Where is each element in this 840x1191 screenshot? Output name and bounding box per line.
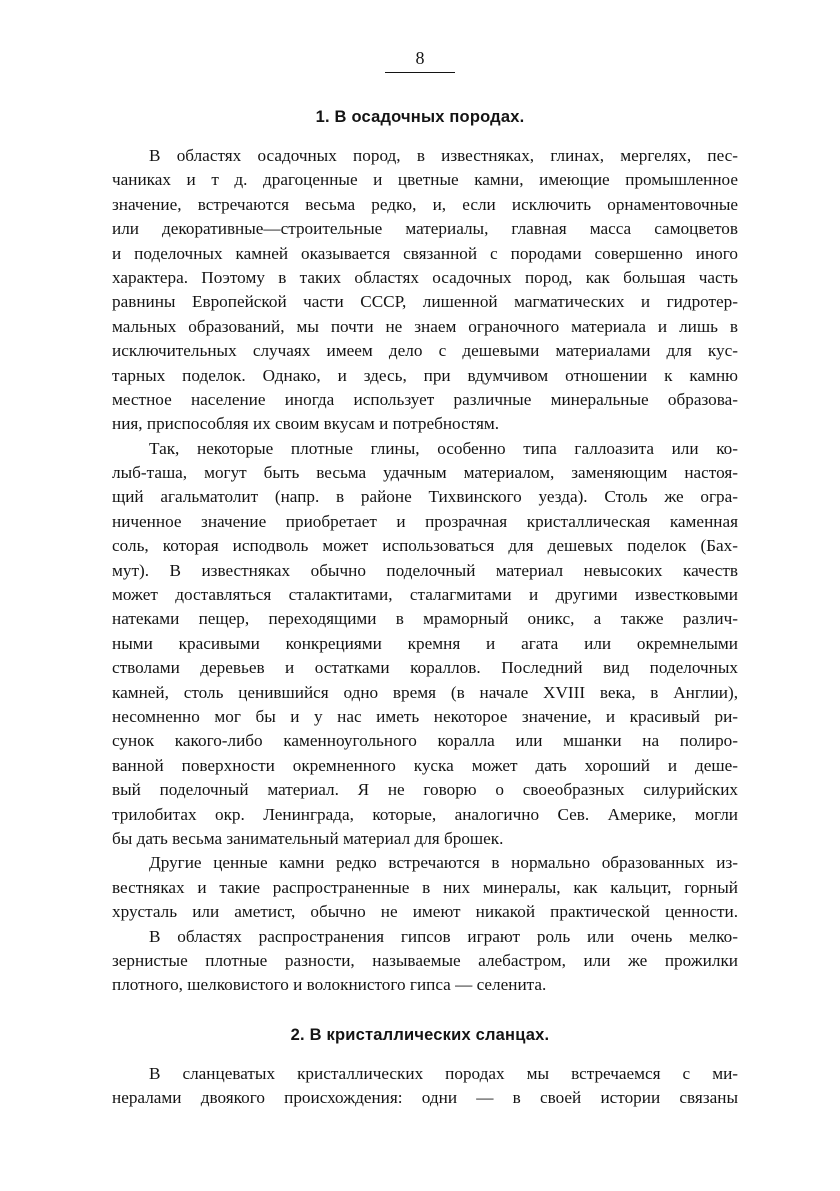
page-number-rule	[385, 72, 455, 73]
text-line: зернистые плотные разности, называемые алебастром, или же прожилки	[112, 950, 738, 970]
text-line: ния, приспособляя их своим вкусам и потребностям.	[112, 414, 500, 434]
text-line: сунок какого-либо каменноугольного коралла или мшанки на полиро-	[112, 731, 738, 751]
page-number: 8	[415, 48, 425, 68]
text-line: стволами деревьев и остатками кораллов. Последний вид поделочных	[112, 658, 738, 678]
section-1-heading: 1. В осадочных породах.	[315, 108, 525, 126]
text-line: чаниках и т д. драгоценные и цветные камни, имеющие промышленное	[112, 170, 738, 190]
text-line: В сланцеватых кристаллических породах мы встречаемся с ми-	[149, 1064, 738, 1083]
text-line: мут). В известняках обычно поделочный материал невысоких качеств	[112, 560, 738, 580]
section-2-heading: 2. В кристаллических сланцах.	[290, 1026, 550, 1044]
text-line: местное население иногда использует различные минеральные образова-	[112, 389, 738, 409]
text-line: мальных образований, мы почти не знаем ограночного материала и лишь в	[112, 316, 738, 336]
text-line: или декоративные—строительные материалы, главная масса самоцветов	[112, 219, 738, 239]
section-2-text	[112, 1062, 738, 1111]
text-line: может доставляться сталактитами, сталагмитами и другими известковыми	[112, 585, 738, 605]
text-line: вестняках и такие распространенные в них минералы, как кальцит, горный	[112, 877, 738, 897]
text-line: тарных поделок. Однако, и здесь, при вдумчивом отношении к камню	[112, 365, 738, 385]
text-line: хрусталь или аметист, обычно не имеют никакой практической ценности.	[112, 902, 738, 922]
text-line: ниченное значение приобретает и прозрачная кристаллическая каменная	[112, 511, 738, 531]
text-line: соль, которая исподволь может использоваться для дешевых поделок (Бах-	[112, 536, 738, 556]
text-line: щий агальматолит (напр. в районе Тихвинского уезда). Столь же огра-	[112, 487, 738, 507]
text-line: Так, некоторые плотные глины, особенно типа галлоазита или ко-	[149, 438, 738, 458]
text-line: бы дать весьма занимательный материал для брошек.	[112, 828, 504, 848]
text-line: значение, встречаются весьма редко, и, если исключить орнаментовочные	[112, 194, 738, 214]
text-line: трилобитах окр. Ленинграда, которые, аналогично Сев. Америке, могли	[112, 804, 738, 824]
text-line: и поделочных камней оказывается связанной с породами совершенно иного	[112, 243, 738, 263]
text-line: плотного, шелковистого и волокнистого гипса — селенита.	[112, 975, 547, 995]
text-line: характера. Поэтому в таких областях осадочных пород, как большая часть	[112, 267, 738, 287]
text-line: камней, столь ценившийся одно время (в начале XVIII века, в Англии),	[112, 682, 738, 702]
text-line: равнины Европейской части СССР, лишенной магматических и гидротер-	[112, 292, 738, 312]
text-line: нералами двоякого происхождения: одни — в своей истории связаны	[112, 1088, 738, 1108]
text-line: лыб-таша, могут быть весьма удачным материалом, заменяющим настоя-	[112, 463, 738, 483]
text-line: вый поделочный материал. Я не говорю о своеобразных силурийских	[112, 780, 738, 800]
text-line: исключительных случаях имеем дело с дешевыми материалами для кус-	[112, 341, 738, 361]
text-line: ными красивыми конкрециями кремня и агата или окремнелыми	[112, 633, 738, 653]
text-line: ванной поверхности окремненного куска может дать хороший и деше-	[112, 755, 738, 775]
text-line: несомненно мог бы и у нас иметь некоторое значение, и красивый ри-	[112, 706, 738, 726]
text-line: В областях осадочных пород, в известняках, глинах, мергелях, пес-	[149, 146, 738, 165]
text-line: натеками пещер, переходящими в мраморный оникс, а также различ-	[112, 609, 738, 629]
text-line: В областях распространения гипсов играют роль или очень мелко-	[149, 926, 738, 946]
section-1-text	[112, 144, 738, 998]
text-line: Другие ценные камни редко встречаются в нормально образованных из-	[149, 853, 738, 873]
